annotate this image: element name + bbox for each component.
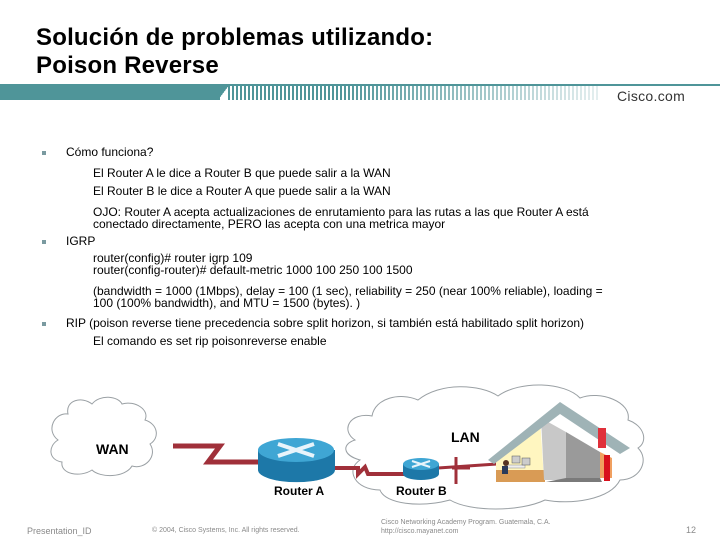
header-bar-stripes	[228, 86, 600, 100]
igrp-command: router(config)# router igrp 109	[93, 251, 253, 265]
router-b-label: Router B	[396, 484, 447, 498]
presentation-id: Presentation_ID	[27, 526, 92, 536]
academy-url: http://cisco.mayanet.com	[381, 528, 459, 535]
serial-link-wan	[173, 446, 262, 462]
sub-item: El Router A le dice a Router B que puede salir a la WAN	[93, 166, 391, 180]
page-number: 12	[686, 525, 697, 535]
router-a-label: Router A	[274, 484, 325, 498]
igrp-explanation: 100 (100% bandwidth), and MTU = 1500 (bytes). )	[93, 296, 361, 310]
rip-command-prefix: El comando es	[93, 334, 173, 348]
copyright: © 2004, Cisco Systems, Inc. All rights reserved.	[152, 527, 300, 534]
wan-label: WAN	[96, 441, 129, 457]
sub-item: conectado directamente, PERO las acepta con una metrica mayor	[93, 217, 446, 231]
rip-command: set rip poisonreverse enable	[175, 334, 327, 348]
bullet-icon	[42, 151, 46, 155]
bullet-icon	[42, 322, 46, 326]
header-bar-solid	[0, 84, 220, 100]
bullet-igrp: IGRP	[66, 234, 96, 248]
router-b-icon	[403, 458, 439, 480]
sub-item: OJO: Router A acepta actualizaciones de enrutamiento para las rutas a las que Router A está	[93, 205, 589, 219]
sub-item: El Router B le dice a Router A que puede salir a la WAN	[93, 184, 391, 198]
wan-cloud-icon	[51, 397, 156, 475]
diagram-graphic	[0, 360, 720, 510]
academy-line-1: Cisco Networking Academy Program. Guatemala, C.A.	[381, 519, 551, 526]
network-diagram	[0, 360, 720, 510]
title-line-2: Poison Reverse	[36, 52, 219, 79]
cisco-logo: Cisco.com	[617, 88, 686, 104]
router-a-icon	[258, 438, 335, 482]
title	[36, 24, 433, 80]
igrp-explanation: (bandwidth = 1000 (1Mbps), delay = 100 (1 sec), reliability = 250 (near 100% reliable), loading =	[93, 284, 603, 298]
bullet-how-it-works: Cómo funciona?	[66, 145, 154, 159]
igrp-command: router(config-router)# default-metric 1000 100 250 100 1500	[93, 263, 413, 277]
bullet-icon	[42, 240, 46, 244]
rip-command-line	[93, 334, 327, 348]
bullet-rip: RIP (poison reverse tiene precedencia sobre split horizon, si también está habilitado split horizon)	[66, 316, 585, 330]
lan-label: LAN	[451, 429, 480, 445]
title-line-1: Solución de problemas utilizando:	[36, 24, 434, 51]
